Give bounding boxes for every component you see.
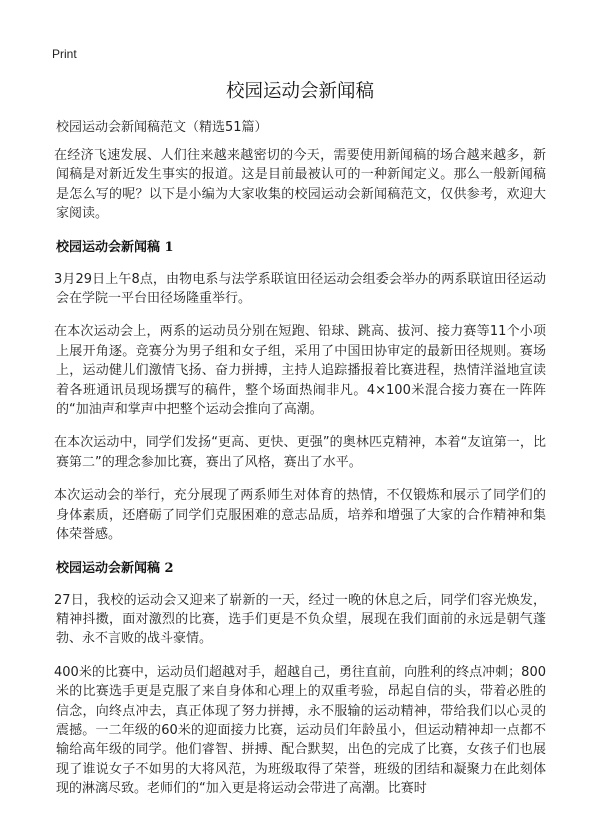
section-heading-1: 校园运动会新闻稿 1 bbox=[56, 239, 174, 255]
section-2-paragraph: 400米的比赛中，运动员们超越对手，超越自己，勇往直前，向胜利的终点冲刺；800米的比赛选手更是克服了来自身体和心理上的双重考验，昂起自信的头，带着必胜的信念，向终点冲去，真正体现了努力拼搏，永不服输的运动精神，带给我们以心灵的震撼。一二年级的60米的迎面接力比赛，运动员们年龄虽小，但运动精神却一点都不输给高年级的同学。他们睿智、拼搏、配合默契，出色的完成了比赛，女孩子们也展现了谁说女子不如男的大将风范，为班级取得了荣誉，班级的团结和凝聚力在此刻体现的淋漓尽致。老师们的“加入更是将运动会带进了高潮。比赛时 bbox=[54, 664, 546, 797]
article-subtitle: 校园运动会新闻稿范文（精选51篇） bbox=[56, 120, 268, 135]
print-link[interactable]: Print bbox=[52, 47, 77, 61]
section-1-paragraph: 本次运动会的举行，充分展现了两系师生对体育的热情，不仅锻炼和展示了同学们的身体素质，还磨砺了同学们克服困难的意志品质，培养和增强了大家的合作精神和集体荣誉感。 bbox=[54, 488, 546, 543]
article-body bbox=[56, 118, 546, 813]
intro-paragraph: 在经济飞速发展、人们往来越来越密切的今天，需要使用新闻稿的场合越来越多，新闻稿是对新近发生事实的报道。这是目前最被认可的一种新闻定义。那么一般新闻稿是怎么写的呢？以下是小编为大家收集的校园运动会新闻稿范文，仅供参考，欢迎大家阅读。 bbox=[54, 148, 546, 222]
section-heading-2: 校园运动会新闻稿 2 bbox=[56, 560, 174, 576]
page-title: 校园运动会新闻稿 bbox=[225, 81, 374, 102]
section-1-paragraph: 在本次运动中，同学们发扬“更高、更快、更强”的奥林匹克精神，本着“友谊第一，比赛第二”的理念参加比赛，赛出了风格，赛出了水平。 bbox=[54, 435, 546, 470]
section-1-paragraph: 在本次运动会上，两系的运动员分别在短跑、铅球、跳高、拔河、接力赛等11个小项上展开角逐。竞赛分为男子组和女子组，采用了中国田协审定的最新田径规则。赛场上，运动健儿们激情飞扬、奋力拼搏，主持人追踪播报着比赛进程，热情洋溢地宣读着各班通讯员现场撰写的稿件，整个场面热闹非凡。4×100米混合接力赛在一阵阵的“加油声和掌声中把整个运动会推向了高潮。 bbox=[54, 324, 546, 418]
section-2-paragraph: 27日，我校的运动会又迎来了崭新的一天，经过一晚的休息之后，同学们容光焕发，精神抖擞，面对激烈的比赛，选手们更是不负众望，展现在我们面前的永远是朝气蓬勃、永不言败的战斗豪情。 bbox=[54, 592, 546, 647]
section-1-paragraph: 3月29日上午8点，由物电系与法学系联谊田径运动会组委会举办的两系联谊田径运动会在学院一平台田径场隆重举行。 bbox=[54, 271, 546, 307]
